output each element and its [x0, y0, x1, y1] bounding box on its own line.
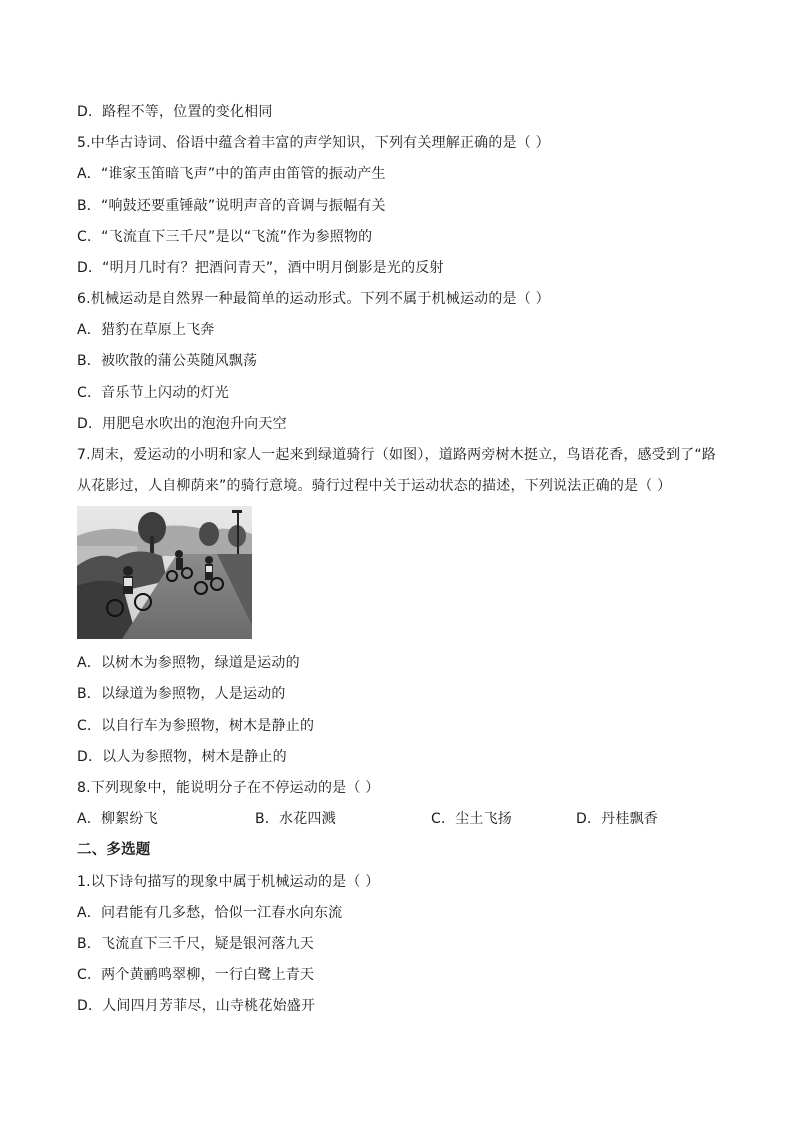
q7-option-c: C．以自行车为参照物，树木是静止的 [77, 718, 315, 734]
q8-stem: 8.下列现象中，能说明分子在不停运动的是（ ） [77, 780, 380, 796]
q7-option-b: B．以绿道为参照物，人是运动的 [77, 686, 286, 702]
s2-q1-stem: 1.以下诗句描写的现象中属于机械运动的是（ ） [77, 874, 380, 890]
q5-option-a: A．“谁家玉笛暗飞声”中的笛声由笛管的振动产生 [77, 166, 386, 182]
q7-stem-line2: 从花影过，人自柳荫来”的骑行意境。骑行过程中关于运动状态的描述，下列说法正确的是（ ） [77, 478, 672, 494]
s2-q1-option-a: A．问君能有几多愁，恰似一江春水向东流 [77, 905, 343, 921]
q8-option-c: C．尘土飞扬 [431, 811, 512, 827]
q5-option-b: B．“响鼓还要重锤敲”说明声音的音调与振幅有关 [77, 198, 386, 214]
q6-stem: 6.机械运动是自然界一种最简单的运动形式。下列不属于机械运动的是（ ） [77, 291, 550, 307]
s2-q1-option-d: D．人间四月芳菲尽，山寺桃花始盛开 [77, 998, 316, 1014]
q6-option-d: D．用肥皂水吹出的泡泡升向天空 [77, 416, 287, 432]
cycling-photo [77, 506, 252, 639]
q8-option-b: B．水花四溅 [255, 811, 336, 827]
q6-option-a: A．猎豹在草原上飞奔 [77, 322, 215, 338]
q5-option-d: D．“明月几时有？把酒问青天”，酒中明月倒影是光的反射 [77, 260, 444, 276]
s2-q1-option-b: B．飞流直下三千尺，疑是银河落九天 [77, 936, 315, 952]
section-title-multiple-choice: 二、多选题 [77, 842, 151, 858]
q8-options-row [77, 810, 677, 828]
q8-option-d: D．丹桂飘香 [576, 811, 658, 827]
q4-option-d: D．路程不等，位置的变化相同 [77, 104, 273, 120]
q6-option-b: B．被吹散的蒲公英随风飘荡 [77, 353, 258, 369]
q7-stem-line1: 7.周末，爱运动的小明和家人一起来到绿道骑行（如图），道路两旁树木挺立，鸟语花香，感受到了“路 [77, 447, 717, 463]
q7-option-d: D．以人为参照物，树木是静止的 [77, 749, 287, 765]
q5-option-c: C．“飞流直下三千尺”是以“飞流”作为参照物的 [77, 229, 373, 245]
q6-option-c: C．音乐节上闪动的灯光 [77, 385, 229, 401]
q5-stem: 5.中华古诗词、俗语中蕴含着丰富的声学知识，下列有关理解正确的是（ ） [77, 135, 550, 151]
s2-q1-option-c: C．两个黄鹂鸣翠柳，一行白鹭上青天 [77, 967, 315, 983]
q7-option-a: A．以树木为参照物，绿道是运动的 [77, 655, 300, 671]
q8-option-a: A．柳絮纷飞 [77, 811, 158, 827]
